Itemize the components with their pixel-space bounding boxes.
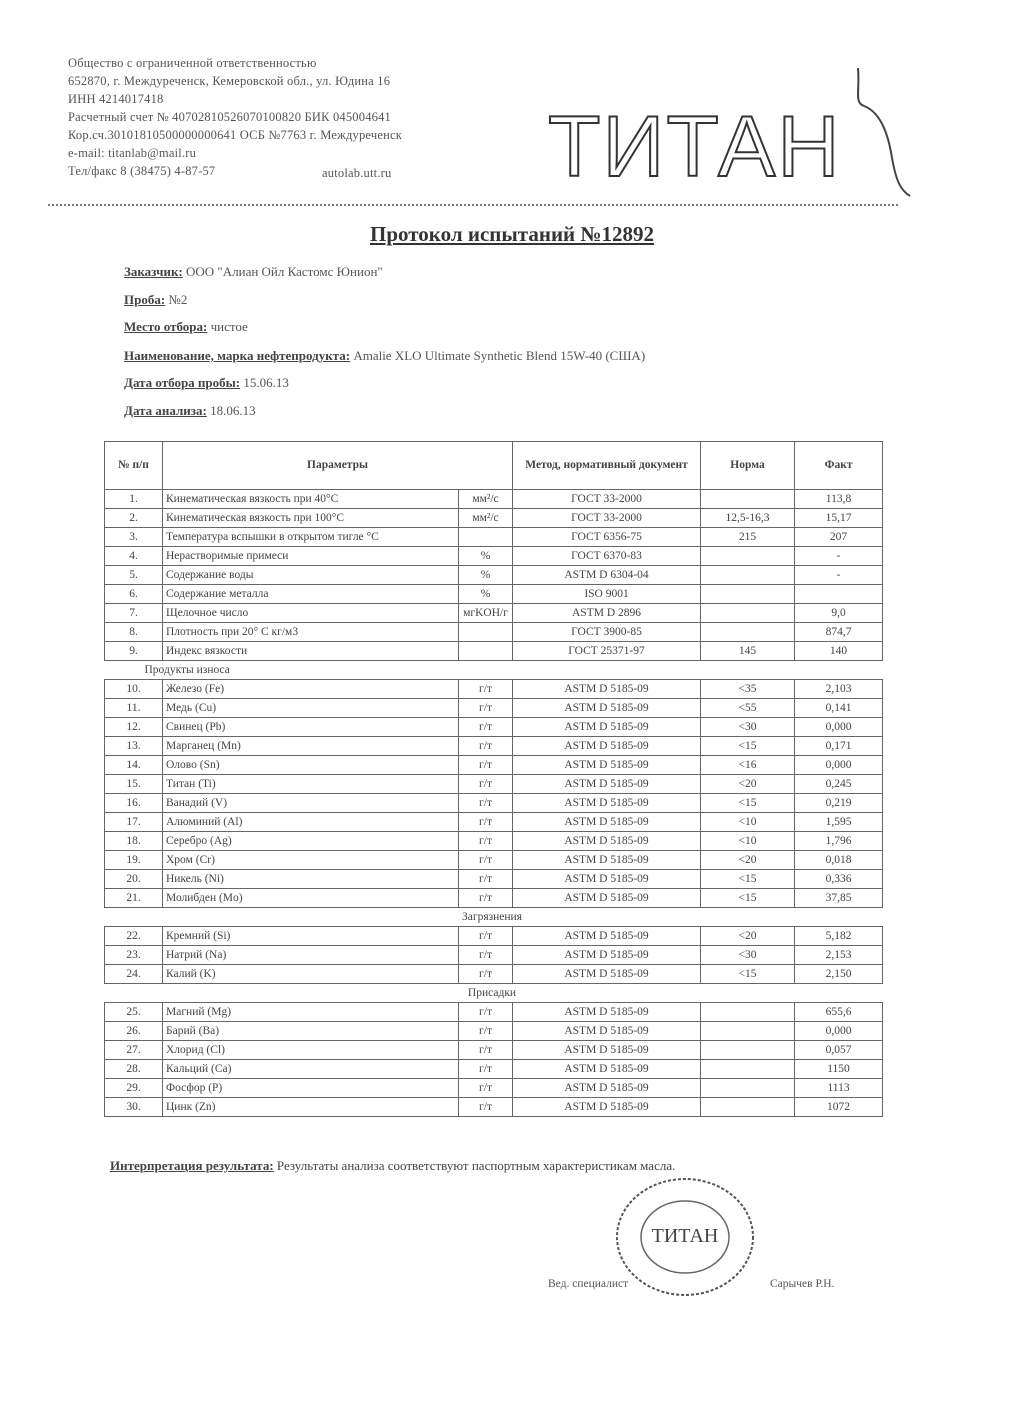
section-title: Продукты износа [105, 661, 883, 680]
cell-norm: <10 [701, 813, 795, 832]
field-value: ООО "Алиан Ойл Кастомс Юнион" [182, 264, 383, 279]
table-row [105, 623, 883, 642]
col-header-param: Параметры [163, 442, 513, 490]
cell-num: 1. [105, 490, 163, 509]
cell-num: 29. [105, 1079, 163, 1098]
company-logo: ТИТАН [548, 99, 842, 195]
table-row [105, 832, 883, 851]
table-section-row [105, 661, 883, 680]
table-row [105, 946, 883, 965]
table-row [105, 1079, 883, 1098]
cell-norm [701, 623, 795, 642]
cell-method: ASTM D 5185-09 [513, 832, 701, 851]
signature-name: Сарычев Р.Н. [770, 1278, 835, 1290]
cell-method: ASTM D 5185-09 [513, 1003, 701, 1022]
cell-fact: 140 [795, 642, 883, 661]
protocol-title: Протокол испытаний №12892 [370, 222, 654, 246]
cell-num: 22. [105, 927, 163, 946]
cell-method: ASTM D 5185-09 [513, 1098, 701, 1117]
cell-method: ГОСТ 25371-97 [513, 642, 701, 661]
table-row [105, 528, 883, 547]
cell-param: Кинематическая вязкость при 100°C [163, 509, 459, 528]
cell-param: Алюминий (Al) [163, 813, 459, 832]
field-label: Дата анализа: [124, 403, 207, 418]
cell-fact: 0,057 [795, 1041, 883, 1060]
table-row [105, 1060, 883, 1079]
cell-norm: 215 [701, 528, 795, 547]
field-sample [124, 292, 187, 308]
cell-param: Железо (Fe) [163, 680, 459, 699]
cell-param: Медь (Cu) [163, 699, 459, 718]
cell-unit: г/т [459, 680, 513, 699]
cell-method: ASTM D 5185-09 [513, 794, 701, 813]
cell-norm: <20 [701, 775, 795, 794]
cell-fact: 0,000 [795, 718, 883, 737]
cell-num: 2. [105, 509, 163, 528]
cell-num: 5. [105, 566, 163, 585]
cell-fact: 0,336 [795, 870, 883, 889]
cell-num: 10. [105, 680, 163, 699]
cell-param: Свинец (Pb) [163, 718, 459, 737]
cell-norm: <20 [701, 927, 795, 946]
table-row [105, 490, 883, 509]
cell-num: 28. [105, 1060, 163, 1079]
cell-param: Кинематическая вязкость при 40°C [163, 490, 459, 509]
cell-norm: <20 [701, 851, 795, 870]
field-value: 18.06.13 [206, 403, 256, 418]
cell-norm [701, 547, 795, 566]
cell-num: 11. [105, 699, 163, 718]
cell-param: Кальций (Ca) [163, 1060, 459, 1079]
cell-num: 6. [105, 585, 163, 604]
table-row [105, 585, 883, 604]
cell-unit: г/т [459, 832, 513, 851]
cell-method: ГОСТ 3900-85 [513, 623, 701, 642]
cell-norm: <55 [701, 699, 795, 718]
cell-param: Индекс вязкости [163, 642, 459, 661]
cell-norm [701, 1041, 795, 1060]
cell-fact: 1072 [795, 1098, 883, 1117]
interpretation-label: Интерпретация результата: [110, 1158, 274, 1173]
cell-method: ISO 9001 [513, 585, 701, 604]
cell-param: Хром (Cr) [163, 851, 459, 870]
cell-fact: 1150 [795, 1060, 883, 1079]
cell-fact: - [795, 547, 883, 566]
cell-param: Магний (Mg) [163, 1003, 459, 1022]
cell-fact: 0,141 [795, 699, 883, 718]
header-divider [48, 204, 898, 206]
cell-num: 21. [105, 889, 163, 908]
cell-param: Марганец (Mn) [163, 737, 459, 756]
col-header-num: № п/п [105, 442, 163, 490]
cell-num: 20. [105, 870, 163, 889]
cell-norm [701, 1060, 795, 1079]
cell-num: 25. [105, 1003, 163, 1022]
cell-norm [701, 1098, 795, 1117]
cell-norm: <16 [701, 756, 795, 775]
cell-num: 7. [105, 604, 163, 623]
cell-param: Содержание воды [163, 566, 459, 585]
cell-unit: г/т [459, 737, 513, 756]
cell-num: 17. [105, 813, 163, 832]
cell-num: 23. [105, 946, 163, 965]
cell-fact: 1,796 [795, 832, 883, 851]
table-row [105, 547, 883, 566]
cell-num: 14. [105, 756, 163, 775]
header-line: Кор.сч.30101810500000000641 ОСБ №7763 г. Междуреченск [68, 128, 402, 142]
field-sampling-place [124, 319, 248, 335]
cell-fact: 1113 [795, 1079, 883, 1098]
cell-unit: г/т [459, 851, 513, 870]
cell-method: ASTM D 5185-09 [513, 813, 701, 832]
field-value: №2 [165, 292, 188, 307]
cell-norm: 145 [701, 642, 795, 661]
cell-num: 26. [105, 1022, 163, 1041]
cell-method: ASTM D 5185-09 [513, 965, 701, 984]
cell-fact: 0,000 [795, 1022, 883, 1041]
cell-unit: мгKOH/г [459, 604, 513, 623]
table-row [105, 794, 883, 813]
cell-method: ASTM D 5185-09 [513, 756, 701, 775]
field-label: Место отбора: [124, 319, 208, 334]
cell-norm: <15 [701, 794, 795, 813]
cell-method: ASTM D 5185-09 [513, 1060, 701, 1079]
cell-fact: 0,245 [795, 775, 883, 794]
table-section-row [105, 908, 883, 927]
table-row [105, 756, 883, 775]
cell-unit: г/т [459, 889, 513, 908]
cell-unit [459, 623, 513, 642]
cell-method: ASTM D 5185-09 [513, 699, 701, 718]
cell-fact: - [795, 566, 883, 585]
table-row [105, 851, 883, 870]
cell-num: 24. [105, 965, 163, 984]
table-row [105, 889, 883, 908]
cell-method: ASTM D 5185-09 [513, 718, 701, 737]
cell-unit: мм²/с [459, 509, 513, 528]
col-header-fact: Факт [795, 442, 883, 490]
cell-fact: 15,17 [795, 509, 883, 528]
cell-norm: <15 [701, 870, 795, 889]
cell-unit [459, 528, 513, 547]
cell-unit: г/т [459, 775, 513, 794]
cell-method: ASTM D 5185-09 [513, 889, 701, 908]
cell-num: 3. [105, 528, 163, 547]
cell-fact: 9,0 [795, 604, 883, 623]
cell-fact: 207 [795, 528, 883, 547]
cell-method: ASTM D 6304-04 [513, 566, 701, 585]
table-row [105, 737, 883, 756]
field-value: 15.06.13 [240, 375, 289, 390]
cell-fact: 0,171 [795, 737, 883, 756]
table-section-row [105, 984, 883, 1003]
table-row [105, 642, 883, 661]
cell-unit: г/т [459, 1098, 513, 1117]
section-title: Присадки [105, 984, 883, 1003]
cell-param: Калий (K) [163, 965, 459, 984]
cell-method: ASTM D 5185-09 [513, 1041, 701, 1060]
cell-param: Никель (Ni) [163, 870, 459, 889]
cell-method: ASTM D 2896 [513, 604, 701, 623]
cell-unit: г/т [459, 1060, 513, 1079]
cell-num: 15. [105, 775, 163, 794]
col-header-norm: Норма [701, 442, 795, 490]
cell-param: Хлорид (Cl) [163, 1041, 459, 1060]
cell-unit: г/т [459, 1079, 513, 1098]
cell-fact: 0,000 [795, 756, 883, 775]
cell-fact: 2,103 [795, 680, 883, 699]
cell-unit: г/т [459, 794, 513, 813]
cell-unit: г/т [459, 1041, 513, 1060]
cell-param: Олово (Sn) [163, 756, 459, 775]
cell-fact: 874,7 [795, 623, 883, 642]
cell-method: ASTM D 5185-09 [513, 1022, 701, 1041]
cell-unit: % [459, 566, 513, 585]
cell-unit: г/т [459, 1003, 513, 1022]
cell-num: 30. [105, 1098, 163, 1117]
cell-unit: г/т [459, 718, 513, 737]
cell-fact: 5,182 [795, 927, 883, 946]
table-row [105, 699, 883, 718]
field-analysis-date [124, 403, 256, 419]
cell-unit: г/т [459, 927, 513, 946]
cell-unit: г/т [459, 756, 513, 775]
cell-unit: г/т [459, 946, 513, 965]
cell-fact: 655,6 [795, 1003, 883, 1022]
col-header-method: Метод, нормативный документ [513, 442, 701, 490]
table-row [105, 718, 883, 737]
cell-norm [701, 490, 795, 509]
cell-unit: г/т [459, 699, 513, 718]
table-row [105, 1022, 883, 1041]
table-row [105, 927, 883, 946]
cell-norm: <15 [701, 889, 795, 908]
cell-norm [701, 1079, 795, 1098]
cell-method: ASTM D 5185-09 [513, 737, 701, 756]
cell-fact: 2,150 [795, 965, 883, 984]
cell-num: 19. [105, 851, 163, 870]
table-row [105, 870, 883, 889]
cell-fact: 0,018 [795, 851, 883, 870]
logo-swoosh-icon [840, 62, 920, 202]
table-row [105, 813, 883, 832]
cell-norm [701, 585, 795, 604]
stamp-text: ТИТАН [651, 1225, 719, 1247]
cell-param: Щелочное число [163, 604, 459, 623]
cell-num: 27. [105, 1041, 163, 1060]
section-title: Загрязнения [105, 908, 883, 927]
cell-unit: г/т [459, 870, 513, 889]
signature-role: Вед. специалист [548, 1278, 629, 1290]
header-line: Расчетный счет № 40702810526070100820 БИК 045004641 [68, 110, 392, 124]
header-website: autolab.utt.ru [322, 166, 392, 180]
cell-norm: 12,5-16,3 [701, 509, 795, 528]
field-label: Проба: [124, 292, 166, 307]
cell-method: ASTM D 5185-09 [513, 680, 701, 699]
table-row [105, 965, 883, 984]
cell-param: Титан (Ti) [163, 775, 459, 794]
header-line: 652870, г. Междуреченск, Кемеровской обл., ул. Юдина 16 [68, 74, 391, 88]
field-product-name [124, 348, 645, 364]
cell-method: ASTM D 5185-09 [513, 870, 701, 889]
cell-norm: <15 [701, 965, 795, 984]
field-label: Заказчик: [124, 264, 183, 279]
cell-num: 18. [105, 832, 163, 851]
cell-param: Цинк (Zn) [163, 1098, 459, 1117]
cell-unit: г/т [459, 1022, 513, 1041]
field-sampling-date [124, 375, 289, 391]
cell-num: 13. [105, 737, 163, 756]
cell-method: ASTM D 5185-09 [513, 946, 701, 965]
cell-unit: % [459, 585, 513, 604]
cell-norm: <30 [701, 946, 795, 965]
cell-num: 8. [105, 623, 163, 642]
table-header-row [105, 442, 883, 490]
cell-param: Температура вспышки в открытом тигле °C [163, 528, 459, 547]
header-line: ИНН 4214017418 [68, 92, 164, 106]
cell-fact: 1,595 [795, 813, 883, 832]
field-value: чистое [207, 319, 248, 334]
cell-num: 4. [105, 547, 163, 566]
field-customer [124, 264, 383, 280]
cell-param: Фосфор (P) [163, 1079, 459, 1098]
table-row [105, 1098, 883, 1117]
cell-norm [701, 1022, 795, 1041]
header-line: Общество с ограниченной ответственностью [68, 56, 317, 70]
table-row [105, 509, 883, 528]
cell-unit: г/т [459, 965, 513, 984]
table-row [105, 680, 883, 699]
cell-method: ASTM D 5185-09 [513, 775, 701, 794]
cell-param: Барий (Ba) [163, 1022, 459, 1041]
cell-param: Содержание металла [163, 585, 459, 604]
cell-method: ГОСТ 33-2000 [513, 490, 701, 509]
cell-param: Нерастворимые примеси [163, 547, 459, 566]
header-line: e-mail: titanlab@mail.ru [68, 146, 197, 160]
cell-param: Кремний (Si) [163, 927, 459, 946]
cell-norm [701, 1003, 795, 1022]
field-value: Amalie XLO Ultimate Synthetic Blend 15W-40 (США) [350, 348, 646, 363]
cell-param: Ванадий (V) [163, 794, 459, 813]
cell-norm [701, 604, 795, 623]
cell-param: Серебро (Ag) [163, 832, 459, 851]
cell-param: Плотность при 20° C кг/м3 [163, 623, 459, 642]
cell-method: ГОСТ 33-2000 [513, 509, 701, 528]
cell-fact: 2,153 [795, 946, 883, 965]
cell-norm: <15 [701, 737, 795, 756]
cell-method: ГОСТ 6356-75 [513, 528, 701, 547]
cell-num: 16. [105, 794, 163, 813]
cell-num: 9. [105, 642, 163, 661]
cell-norm: <30 [701, 718, 795, 737]
cell-fact: 113,8 [795, 490, 883, 509]
field-label: Наименование, марка нефтепродукта: [124, 348, 351, 363]
cell-fact: 37,85 [795, 889, 883, 908]
cell-fact: 0,219 [795, 794, 883, 813]
cell-unit: мм²/с [459, 490, 513, 509]
header-line: Тел/факс 8 (38475) 4-87-57 [68, 164, 216, 178]
cell-norm: <35 [701, 680, 795, 699]
cell-param: Натрий (Na) [163, 946, 459, 965]
cell-unit [459, 642, 513, 661]
cell-method: ГОСТ 6370-83 [513, 547, 701, 566]
table-row [105, 566, 883, 585]
cell-method: ASTM D 5185-09 [513, 1079, 701, 1098]
cell-method: ASTM D 5185-09 [513, 927, 701, 946]
cell-norm: <10 [701, 832, 795, 851]
cell-param: Молибден (Mo) [163, 889, 459, 908]
cell-unit: % [459, 547, 513, 566]
cell-method: ASTM D 5185-09 [513, 851, 701, 870]
table-row [105, 604, 883, 623]
field-label: Дата отбора пробы: [124, 375, 241, 390]
cell-unit: г/т [459, 813, 513, 832]
cell-fact [795, 585, 883, 604]
cell-norm [701, 566, 795, 585]
table-row [105, 775, 883, 794]
table-row [105, 1041, 883, 1060]
table-row [105, 1003, 883, 1022]
interpretation-text: Результаты анализа соответствуют паспортным характеристикам масла. [273, 1158, 676, 1173]
cell-num: 12. [105, 718, 163, 737]
results-table [104, 441, 883, 1117]
